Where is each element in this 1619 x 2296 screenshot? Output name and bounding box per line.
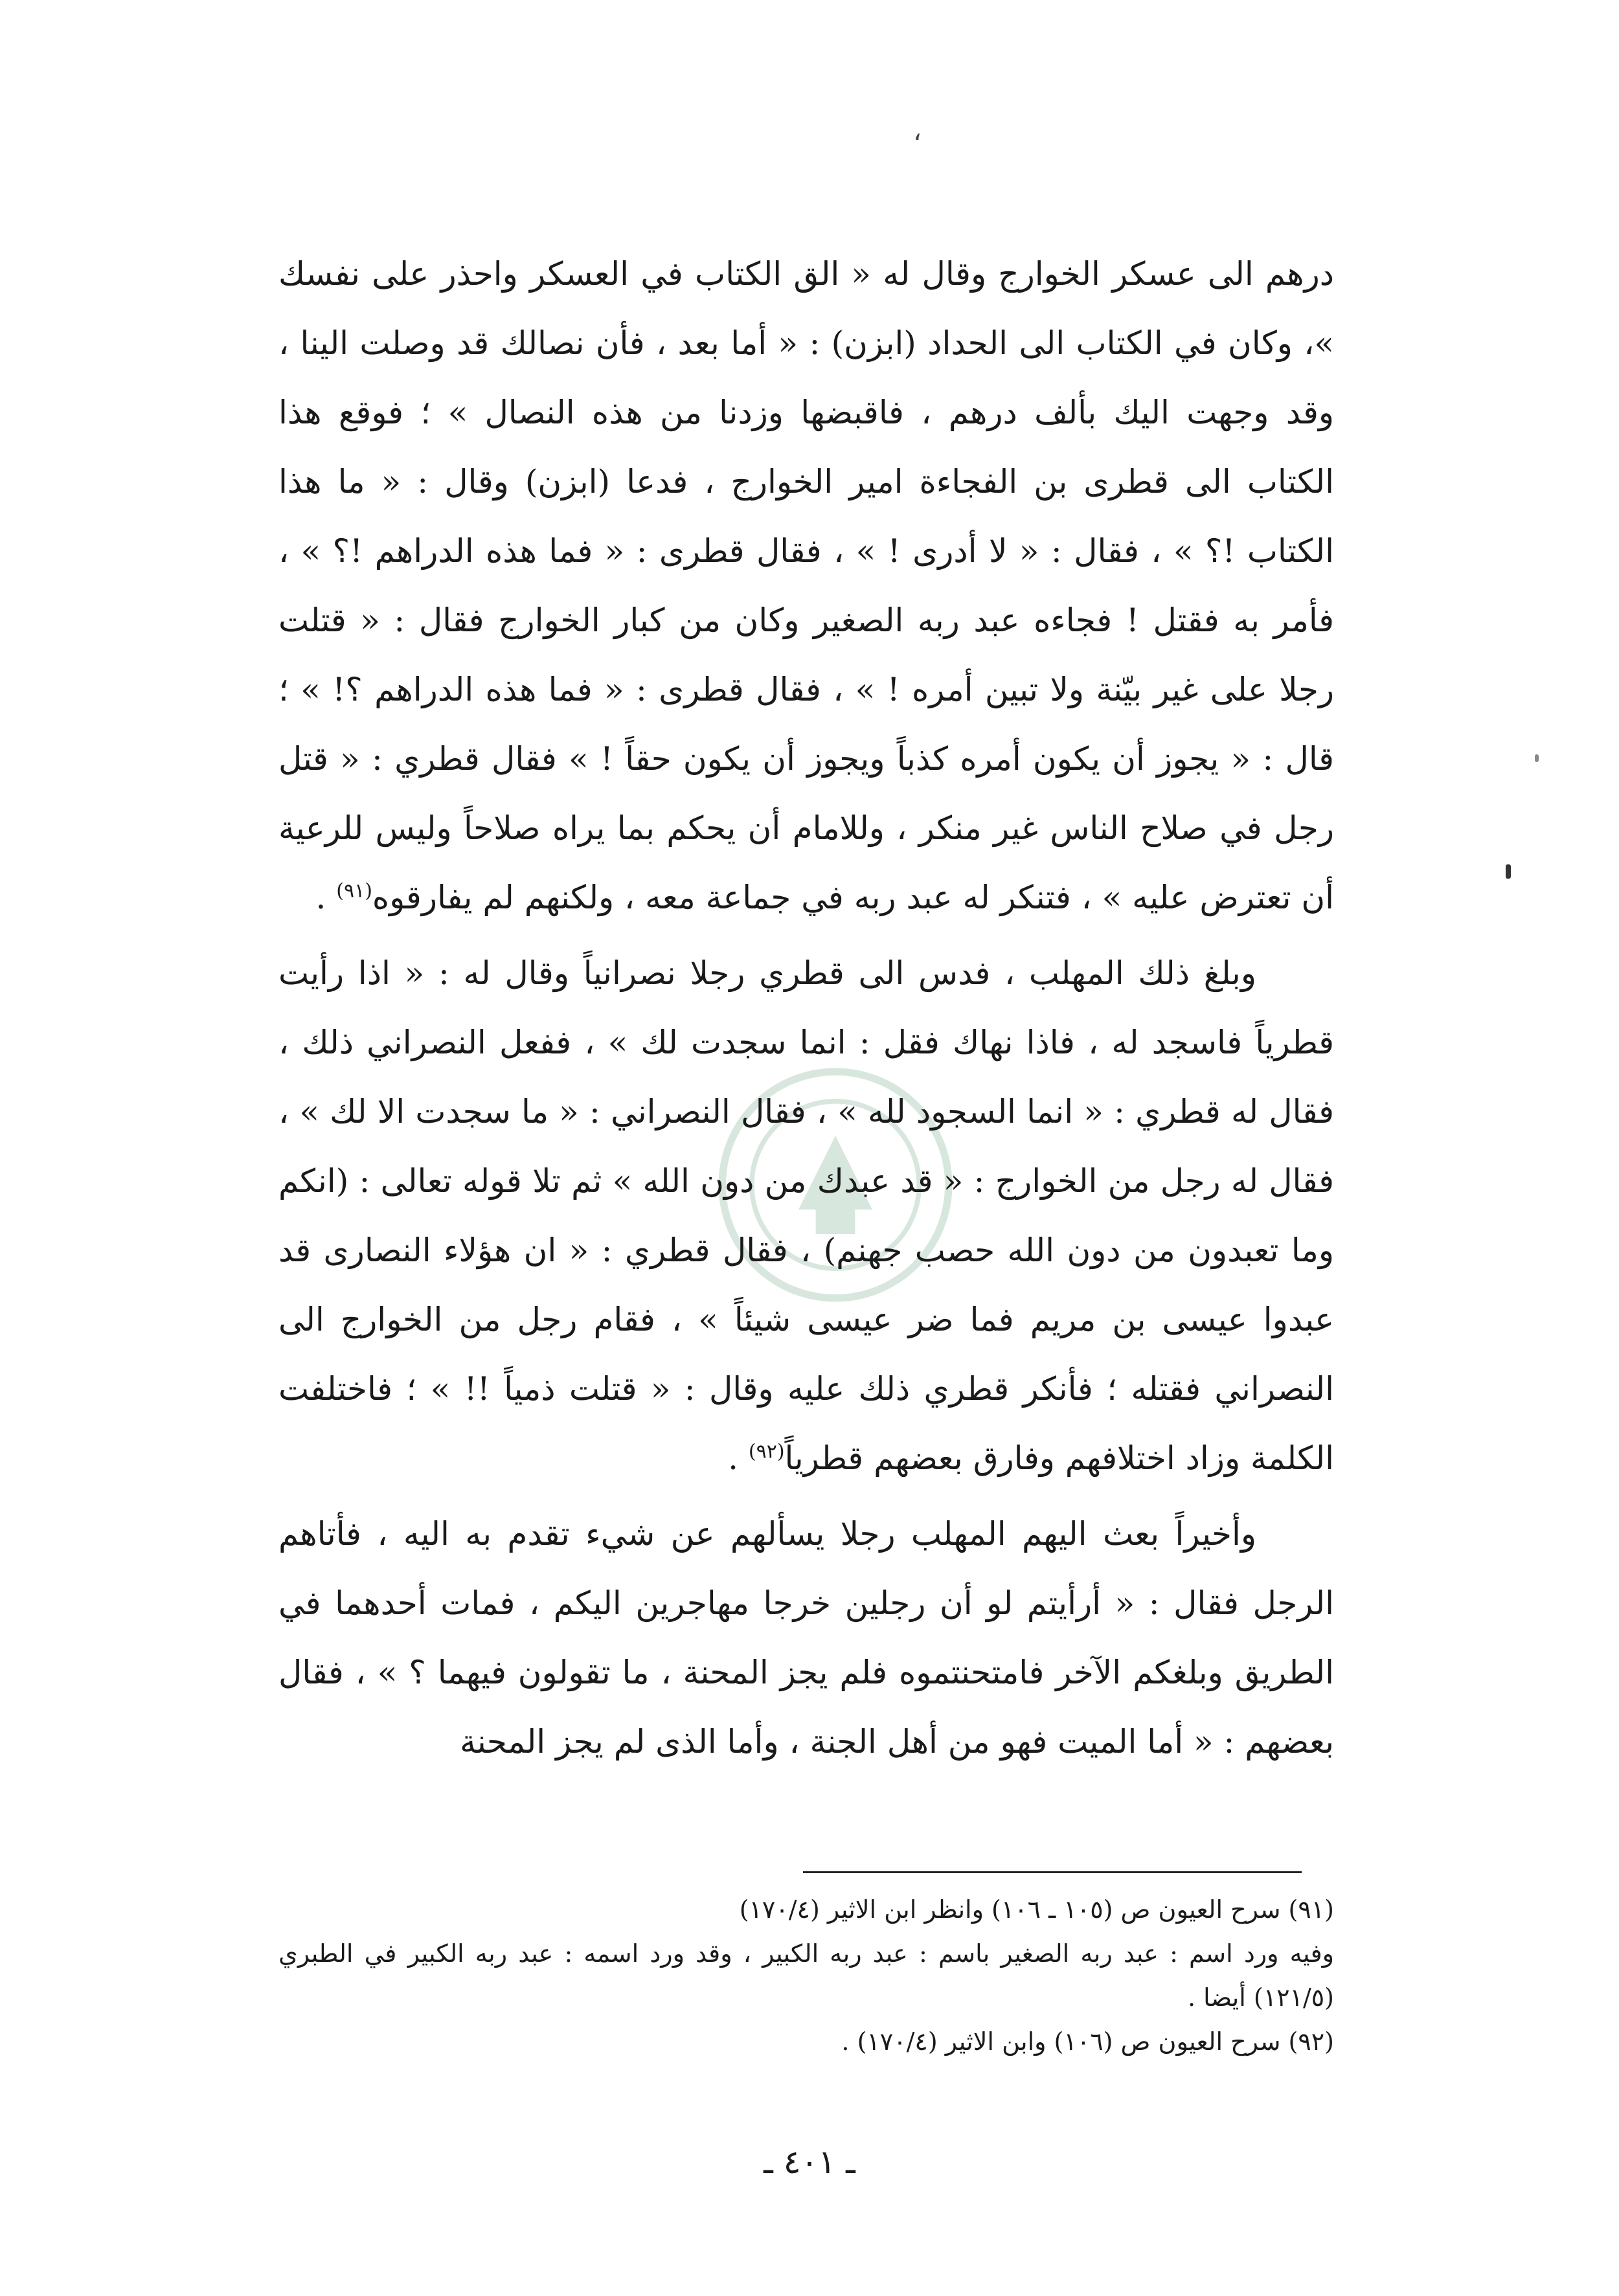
footnote-ref-92[interactable]: (٩٢) bbox=[748, 1440, 785, 1463]
main-text bbox=[278, 240, 1334, 1777]
paragraph-1-text: درهم الى عسكر الخوارج وقال له « الق الكتاب في العسكر واحذر على نفسك »، وكان في الكتاب الى الحداد (ابزن) : « أما بعد ، فأن نصالك قد وصلت الينا ، وقد وجهت اليك بألف درهم ، فاقبضها وزدنا من هذه النصال » ؛ فوقع هذا الكتاب الى قطرى بن الفجاءة امير الخوارج ، فدعا (ابزن) وقال : « ما هذا الكتاب !؟ » ، فقال : « لا أدرى ! » ، فقال قطرى : « فما هذه الدراهم !؟ » ، فأمر به فقتل ! فجاءه عبد ربه الصغير وكان من كبار الخوارج فقال : « قتلت رجلا على غير بيّنة ولا تبين أمره ! » ، فقال قطرى : « فما هذه الدراهم ؟! » ؛ قال : « يجوز أن يكون أمره كذباً ويجوز أن يكون حقاً ! » فقال قطري : « قتل رجل في صلاح الناس غير منكر ، وللامام أن يحكم بما يراه صلاحاً وليس للرعية أن تعترض عليه » ، فتنكر له عبد ربه في جماعة معه ، ولكنهم لم يفارقوه bbox=[278, 255, 1334, 916]
top-mark: ، bbox=[913, 117, 922, 146]
footnotes bbox=[278, 1887, 1334, 2064]
footnote-91-continued: وفيه ورد اسم : عبد ربه الصغير باسم : عبد ربه الكبير ، وقد ورد اسمه : عبد ربه الكبير في الطبري (١٢١/٥) أيضا . bbox=[278, 1939, 1334, 2012]
paragraph-3 bbox=[278, 1500, 1334, 1777]
footnote-divider bbox=[803, 1871, 1302, 1873]
footnote-ref-91[interactable]: (٩١) bbox=[336, 879, 372, 903]
page-number: ـ ٤٠١ ـ bbox=[764, 2143, 855, 2181]
margin-mark bbox=[1506, 864, 1511, 879]
footnote-92: (٩٢) سرح العيون ص (١٠٦) وابن الاثير (١٧٠/٤) . bbox=[841, 2027, 1334, 2056]
margin-mark bbox=[1535, 754, 1539, 762]
paragraph-1 bbox=[278, 240, 1334, 932]
paragraph-2-text: وبلغ ذلك المهلب ، فدس الى قطري رجلا نصرانياً وقال له : « اذا رأيت قطرياً فاسجد له ، فاذا نهاك فقل : انما سجدت لك » ، ففعل النصراني ذلك ، فقال له قطري : « انما السجود لله » ، فقال النصراني : « ما سجدت الا لك » ، فقال له رجل من الخوارج : « قد عبدك من دون الله » ثم تلا قوله تعالى : (انكم وما تعبدون من دون الله حصب جهنم) ، فقال قطري : « ان هؤلاء النصارى قد عبدوا عيسى بن مريم فما ضر عيسى شيئاً » ، فقام رجل من الخوارج الى النصراني فقتله ؛ فأنكر قطري ذلك عليه وقال : « قتلت ذمياً !! » ؛ فاختلفت الكلمة وزاد اختلافهم وفارق بعضهم قطرياً bbox=[278, 954, 1334, 1477]
paragraph-2-end: . bbox=[728, 1439, 749, 1477]
paragraph-2 bbox=[278, 939, 1334, 1493]
footnote-91: (٩١) سرح العيون ص (١٠٥ ـ ١٠٦) وانظر ابن الاثير (١٧٠/٤) bbox=[739, 1895, 1334, 1924]
paragraph-1-end: . bbox=[315, 879, 337, 916]
paragraph-3-text: وأخيراً بعث اليهم المهلب رجلا يسألهم عن شيء تقدم به اليه ، فأتاهم الرجل فقال : « أرأيتم لو أن رجلين خرجا مهاجرين اليكم ، فمات أحدهما في الطريق وبلغكم الآخر فامتحنتموه فلم يجز المحنة ، ما تقولون فيهما ؟ » ، فقال بعضهم : « أما الميت فهو من أهل الجنة ، وأما الذى لم يجز المحنة bbox=[278, 1515, 1334, 1761]
